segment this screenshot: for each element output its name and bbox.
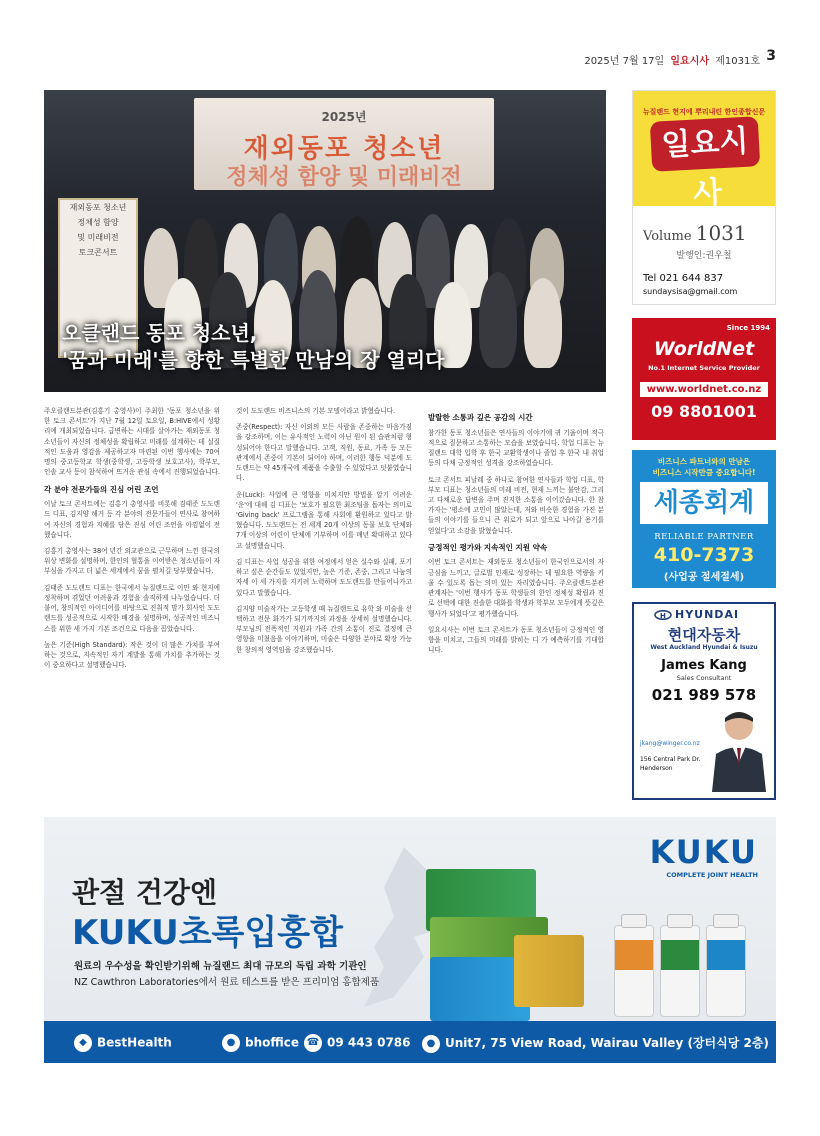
consultant-photo [710,704,768,792]
volume-label [643,221,747,245]
worldnet-since: Since 1994 [726,324,770,332]
kuku-address[interactable]: ● Unit7, 75 View Road, Wairau Valley (장터식당 2층) [422,1034,769,1053]
page-number: 3 [766,48,776,64]
ilyo-logo: 일요시사 [650,116,760,172]
kuku-ad[interactable] [44,817,776,1063]
hyundai-wordmark: HYUNDAI [675,608,740,621]
volume-number: 1031 [695,221,747,245]
product-bottle [614,925,654,1017]
worldnet-subtitle: No.1 Internet Service Provider [648,364,760,372]
worldnet-phone: 09 8801001 [651,402,757,421]
hyundai-korean: 현대자동차 [667,626,741,644]
issue-meta [584,52,760,67]
kuku-logo-sub: COMPLETE JOINT HEALTH [666,871,758,879]
paragraph: 높은 기준(High Standard): 작은 것이 더 많은 가치를 부여하는 것으로, 지속적인 자기 계발을 통해 가치를 추가하는 것이 중요하다고 설명했습니다. [44,640,220,670]
caption-line-1: 오클랜드 동포 청소년, [62,321,258,345]
sejong-accounting-ad[interactable] [632,450,776,588]
banner-title: 재외동포 청소년 [243,134,445,164]
article-column-1 [44,406,220,676]
phone-icon: ☎ [304,1034,322,1052]
kuku-logo [650,833,758,879]
besthealth-brand[interactable]: ◆ BestHealth [74,1034,172,1052]
paragraph: 토크 콘서트 피날레 중 하나로 참여한 연사들과 학업 디표, 학부모 디표는 청소년들의 미래 비전, 현재 느끼는 불안감, 그리고 다채로운 답변을 주며 진지한 소통을 이어갔습니다. 한 참가자는 '평소에 고민이 많았는데, 저와 비슷한 경험을 가진 분들의 이야기를 들으니 큰 위로가 되고 앞으로 나아갈 용기를 얻었다'고 소감을 밝혔습니다. [428,475,604,535]
easel-line: 정체성 함양 [77,218,119,227]
paragraph: 김지양 미술작가는 고등학생 때 뉴질랜드로 유학 와 미술을 선택하고 전문 화가가 되기까지의 과정을 상세히 설명했습니다. 부모님의 전폭적인 지원과 가족 간의 소통이 진로 결정에 큰 영향을 미쳤음을 이야기하며, 미술은 다양한 분야로 확장 가능한 창의적 영역임을 강조했습니다. [236,604,413,654]
sejong-phone: 410-7373 [653,544,755,566]
dealer-name: West Auckland Hyundai & Isuzu [650,644,758,651]
sejong-line-1: 비즈니스 파트너와의 만남은 [657,457,751,466]
issue-date: 2025년 7월 17일 [584,56,665,67]
paragraph: 것이 도도랜드 비즈니스의 기본 모델이라고 밝혔습니다. [236,407,396,415]
ilyo-sisa-masthead-ad[interactable] [632,90,776,305]
paragraph: 일요시사는 이번 토크 콘서트가 동포 청소년들이 긍정적인 영향을 미치고, 그들의 미래를 밝히는 디 가 예측하기를 기대합니다. [428,625,604,655]
caption-line-2: '꿈과 미래'를 향한 특별한 만남의 장 열리다 [62,348,445,372]
volume-word: Volume [643,229,692,244]
paragraph: 운(Luck): 사업에 큰 영향을 미치지만 방법을 알기 어려운 '운'에 대해 김 디표는 '보호가 필요한 최조팀을 돕자는 의미로 'Giving back' 프로그램을 통해 사회에 환원하고 있다고 밝혔습니다. 도도랜드는 전 세계 20개 이상의 동물 보호 단체와 7개 이상의 어린이 단체에 기부하며 이를 매년 확대하고 있다고 설명했습니다. [236,490,412,550]
kuku-headline-1: 관절 건강엔 [72,876,217,909]
publisher: 발행인:권우철 [676,251,732,261]
easel-line: 및 미래비전 [77,233,119,242]
social-handle[interactable]: ● bhoffice [222,1034,299,1052]
paragraph: 참가한 동포 청소년들은 연사들의 이야기에 귀 기울이며 적극적으로 질문하고 소통하는 모습을 보였습니다. 학업 디표는 뉴질랜드 대학 입학 후 한국 교환학생이나 졸업 후 한국 내 취업 등의 다채 긍정적인 성격을 강조하였습니다. [428,428,605,468]
subheading: 각 분야 전문가들의 진심 어린 조언 [44,484,159,494]
kuku-contact-strip [44,1021,776,1063]
product-box [514,935,584,1007]
easel-line: 토크콘서트 [78,248,118,257]
kuku-logo-text: KUKU [649,833,758,871]
article-body [44,406,604,802]
article-column-2 [236,406,412,661]
ilyo-tel: Tel 021 644 837 [643,273,724,284]
ilyo-slogan: 뉴질랜드 현지에 뿌리내린 한인종합신문 [642,108,766,116]
subheading: 발랄한 소통과 깊은 공감의 시간 [428,413,533,422]
paragraph: 이날 토크 콘서트에는 김홍기 총영사를 비롯해 김태준 도도랜드 디표, 김지양 해거 등 각 분야의 전문가들이 연사로 참여하여 자신의 경험과 지혜를 담은 진심 어린 조언을 아낌없이 전했습니다. [44,500,220,539]
kuku-desc-1: 원료의 우수성을 확인받기위해 뉴질랜드 최대 규모의 독립 과학 기관인 [74,961,367,972]
kuku-phone[interactable]: ☎ 09 443 0786 [304,1034,411,1052]
hyundai-ad[interactable] [632,602,776,800]
paragraph: 김홍기 총영사는 38여 년간 외교관으로 근무하며 느낀 한국의 위상 변화를 설명하며, 한인의 혈통을 이어받은 청소년들이 자부심을 가지고 더 넓은 세계에서 꿈을 펼치길 당부했습니다. [44,547,221,576]
ilyo-email[interactable]: sundaysisa@gmail.com [643,287,738,296]
article-column-3 [428,406,604,661]
location-pin-icon: ● [422,1035,440,1053]
consultant-title: Sales Consultant [676,674,732,682]
hyundai-logo [654,608,739,621]
issue-number: 제1031호 [715,56,760,67]
ilyo-logo-panel [633,91,775,212]
banner-title-2: 정체성 함양 및 미래비전 [226,165,462,190]
easel-line: 재외동포 청소년 [69,203,127,212]
event-banner [194,98,494,190]
subheading: 긍정적인 평가와 지속적인 지원 약속 [428,542,548,552]
svg-text:H: H [660,612,667,620]
consultant-phone: 021 989 578 [651,686,757,704]
page-header [0,48,820,68]
publication-name: 일요시사 [670,56,710,67]
consultant-email[interactable]: jkang@winger.co.nz [640,740,700,747]
sejong-note: (사업공 절세절세) [663,572,745,583]
banner-year: 2025년 [321,110,367,124]
kuku-desc-2: NZ Cawthron Laboratories에서 원료 테스트를 받은 프리미엄 홍합제품 [74,977,380,988]
paragraph: 이번 토크 콘서트는 재외동포 청소년들이 한국인으로서의 자긍심을 느끼고, 글로벌 인재로 성장하는 데 필요한 역량을 키울 수 있도록 돕는 의미 있는 자리였습니다. 주오클랜드분관 관계자는 '이번 행사가 동포 학생들의 한인 정체성 확립과 진로 선택에 대한 진솔한 대화를 학생과 학부모 모두에게 뜻깊은 행사가 되었다'고 평가했습니다. [428,558,605,618]
paragraph: 김태준 도도랜드 디표는 한국에서 뉴질랜드로 이민 와 현지에 정착하며 겪었던 어려움과 경험을 솔직하게 나누었습니다. 더불어, 창의적인 아이디어를 바탕으로 진취적 맘가 회사인 도도랜드를 성공적으로 시작한 배경을 설명하며, 성공적인 비즈니스를 위한 세 가지 기본 조건으로 다음을 꼽았습니다. [44,583,221,633]
paragraph: 존중(Respect): 자신 이외의 모든 사람을 존중하는 마음가짐을 강조하며, 이는 유사적인 노력이 아닌 원이 된 습관처럼 형성되어야 한다고 말했습니다. 고객, 직원, 동료, 가족 등 모든 관계에서 존중이 기본이 되어야 하며, 이러한 행동 덕분에 도도랜드는 약 45개국에 제품을 수출할 수 있었다고 덧붙였습니다. [236,423,412,483]
paragraph: 김 디표는 사업 성공을 위한 여정에서 얻은 실수와 실패, 포기하고 싶은 순간들도 있었지만, 높은 기준, 존중, 그리고 나눔의 자세 이 세 가지를 지키려 노력하며 도도랜드를 만들어나가고 있다고 말했습니다. [236,557,412,597]
sejong-line-2: 비즈니스 시작만큼 중요합니다! [652,468,756,477]
kakao-icon: ● [222,1034,240,1052]
hero-caption [62,320,444,374]
kuku-headline-2: KUKU초록입홍합 [72,913,343,953]
sejong-tagline: RELIABLE PARTNER [654,532,754,542]
dealer-address-1: 156 Central Park Dr. [640,756,701,763]
hyundai-emblem-icon [654,610,672,620]
paragraph: 주오클랜드분관(김홍기 총영사)이 주최한 '동포 청소년을 위한 토크 콘서트'가 지난 7월 12일 토요일, B:HIVE에서 성황리에 개최되었습니다. 급변하는 시대를 살아가는 재외동포 청소년들이 자신의 정체성을 확립하고 미래를 설계하는 데 실질적인 도움과 영감을 제공하고자 마련된 이번 행사에는 70여 명의 중고등학교 학생(중학생, 고등학생 보호고사), 학부모, 인솔 교사 등이 참석하여 뜨거운 관심 속에서 진행되었습니다. [44,407,221,477]
sejong-logo: 세종회계 [640,482,768,524]
besthealth-icon: ◆ [74,1034,92,1052]
worldnet-logo: WorldNet [653,338,755,360]
dealer-address-2: Henderson [640,765,673,772]
consultant-name: James Kang [661,658,747,673]
worldnet-ad[interactable] [632,318,776,440]
product-bottle [706,925,746,1017]
product-bottle [660,925,700,1017]
hero-photo [44,90,606,392]
worldnet-url[interactable]: www.worldnet.co.nz [640,382,768,397]
